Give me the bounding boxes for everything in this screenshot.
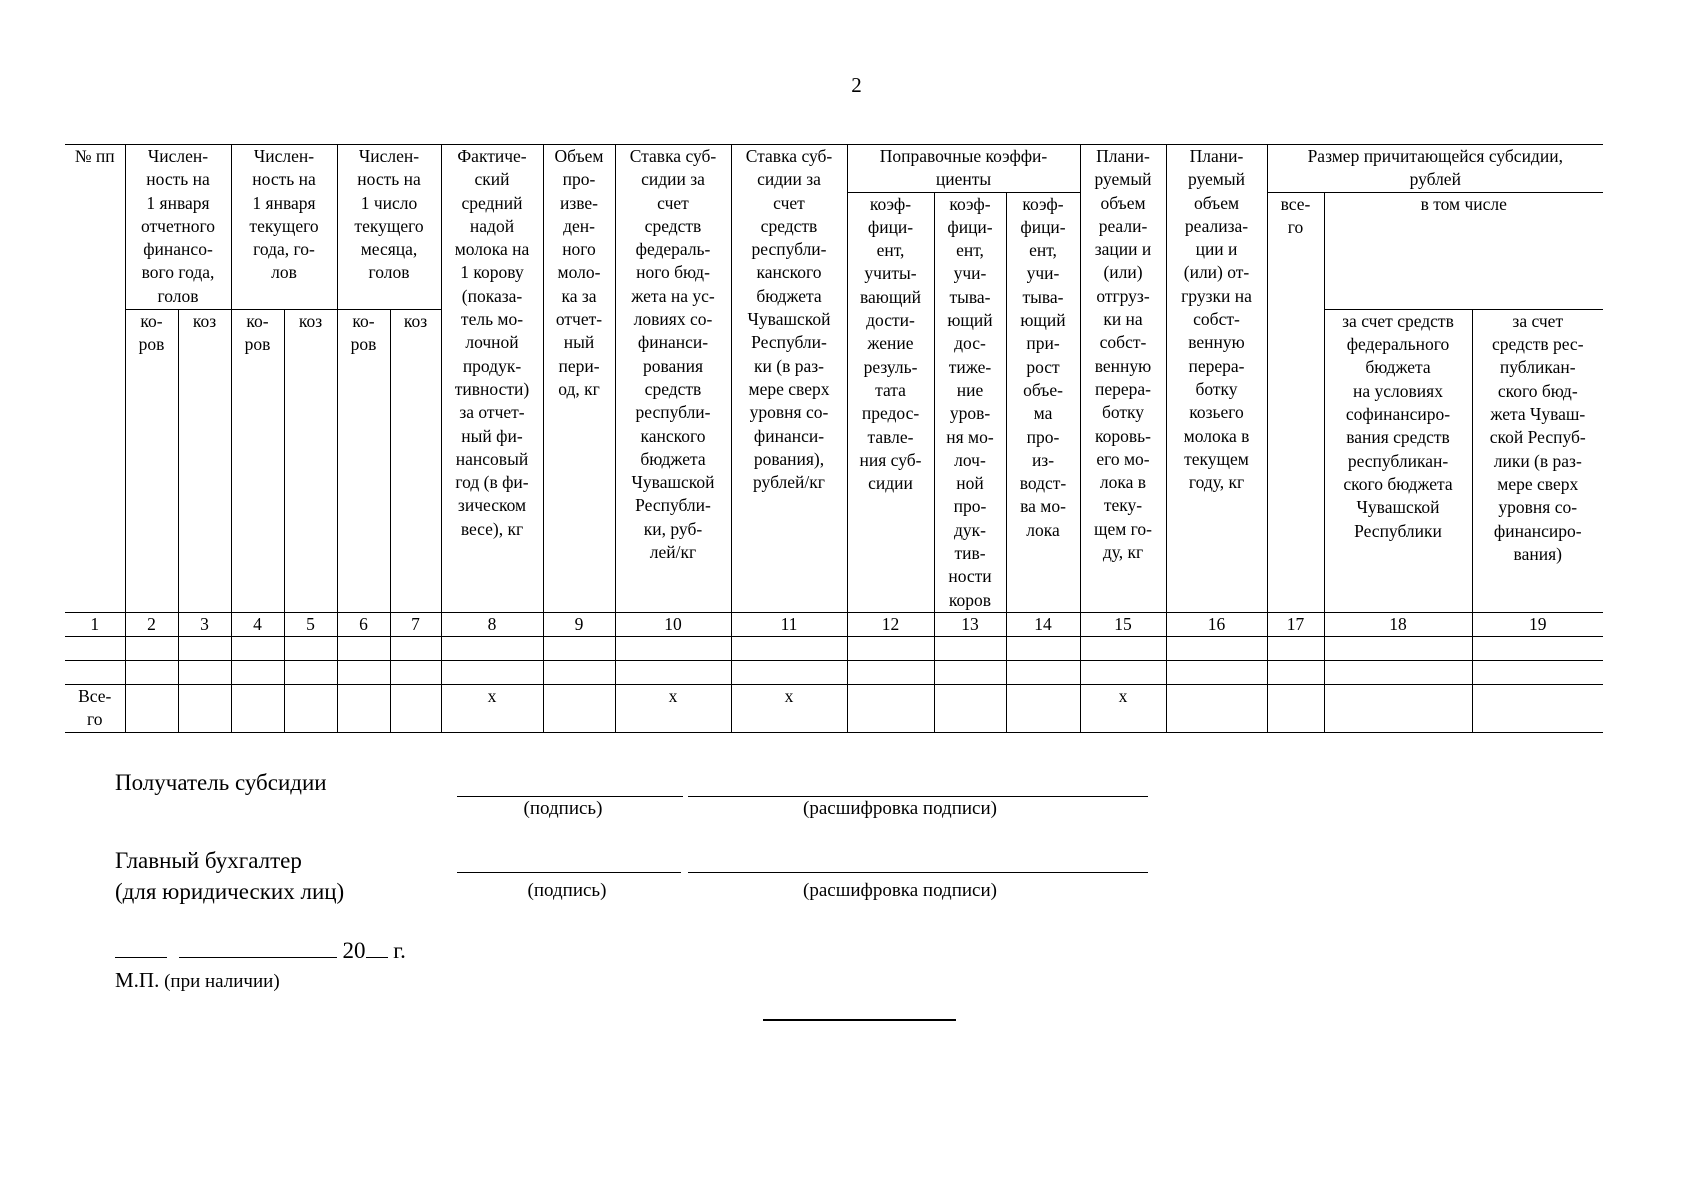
accountant-decoding-caption: (расшифровка подписи) bbox=[803, 880, 997, 901]
col-number: 14 bbox=[1006, 612, 1080, 636]
date-line bbox=[115, 935, 406, 964]
blank-row-1 bbox=[65, 636, 1603, 660]
col-number: 8 bbox=[441, 612, 543, 636]
header-planned-goat: Плани- руемый объем реализа- ции и (или) от- грузки на собст- венную перера- ботку козьего молока в текущем году, кг bbox=[1166, 145, 1267, 613]
day-blank bbox=[115, 935, 167, 958]
header-coef-result: коэф- фици- ент, учиты- вающий дости- жение резуль- тата предос- тавле- ния суб- сидии bbox=[847, 192, 934, 612]
year-prefix: 20 bbox=[342, 938, 366, 963]
header-goats-7: коз bbox=[390, 309, 441, 612]
header-actual-yield: Фактиче- ский средний надой молока на 1 корову (показа- тель мо- лочной продук- тивности) за отчет- ный фи- нансовый год (в фи- зическом весе), кг bbox=[441, 145, 543, 613]
header-subsidy-total: все- го bbox=[1267, 192, 1324, 612]
col-number: 5 bbox=[284, 612, 337, 636]
accountant-signature-line bbox=[457, 872, 681, 873]
col-number: 10 bbox=[615, 612, 731, 636]
total-row bbox=[65, 684, 1603, 732]
col-number: 7 bbox=[390, 612, 441, 636]
col-number: 13 bbox=[934, 612, 1006, 636]
recipient-decoding-line bbox=[688, 796, 1148, 797]
total-cell-8: х bbox=[441, 684, 543, 732]
year-suffix: г. bbox=[393, 938, 406, 963]
header-planned-cow: Плани- руемый объем реали- зации и (или) отгруз- ки на собст- венную перера- ботку коровь- его мо- лока в теку- щем го- ду, кг bbox=[1080, 145, 1166, 613]
col-number: 1 bbox=[65, 612, 125, 636]
total-label: Все- го bbox=[65, 684, 125, 732]
stamp-place bbox=[115, 968, 280, 993]
stamp-note: (при наличии) bbox=[164, 971, 280, 992]
header-from-federal: за счет средств федерального бюджета на условиях софинансиро- вания средств республикан- ского бюджета Чувашской Республики bbox=[1324, 309, 1472, 612]
recipient-signature-caption: (подпись) bbox=[523, 798, 603, 819]
col-number: 18 bbox=[1324, 612, 1472, 636]
column-numbers-row bbox=[65, 612, 1603, 636]
col-number: 16 bbox=[1166, 612, 1267, 636]
col-number: 19 bbox=[1472, 612, 1603, 636]
recipient-label: Получатель субсидии bbox=[115, 770, 327, 795]
col-number: 2 bbox=[125, 612, 178, 636]
month-blank bbox=[179, 935, 337, 958]
col-number: 9 bbox=[543, 612, 615, 636]
col-number: 3 bbox=[178, 612, 231, 636]
total-cell-10: х bbox=[615, 684, 731, 732]
header-count-jan-cur: Числен- ность на 1 января текущего года, го- лов bbox=[231, 145, 337, 310]
header-coefficients: Поправочные коэффи- циенты bbox=[847, 145, 1080, 193]
header-subsidy-size: Размер причитающейся субсидии, рублей bbox=[1267, 145, 1603, 193]
total-cell-15: х bbox=[1080, 684, 1166, 732]
end-rule bbox=[763, 1019, 956, 1021]
header-rate-federal: Ставка суб- сидии за счет средств федераль- ного бюд- жета на ус- ловиях со- финанси- рования средств республи- канского бюджета Чувашской Республи- ки, руб- лей/кг bbox=[615, 145, 731, 613]
accountant-signature-caption: (подпись) bbox=[527, 880, 607, 901]
col-number: 15 bbox=[1080, 612, 1166, 636]
accountant-decoding-line bbox=[688, 872, 1148, 873]
page-number: 2 bbox=[851, 73, 862, 97]
accountant-label: Главный бухгалтер (для юридических лиц) bbox=[115, 848, 345, 904]
blank-row-2 bbox=[65, 660, 1603, 684]
header-cows-4: ко- ров bbox=[231, 309, 284, 612]
recipient-signature-line bbox=[457, 796, 683, 797]
header-from-republic: за счет средств рес- публикан- ского бюд- жета Чуваш- ской Респуб- лики (в раз- мере сверх уровня со- финансиро- вания) bbox=[1472, 309, 1603, 612]
col-number: 6 bbox=[337, 612, 390, 636]
header-no: № пп bbox=[65, 145, 125, 613]
header-goats-3: коз bbox=[178, 309, 231, 612]
col-number: 17 bbox=[1267, 612, 1324, 636]
recipient-decoding-caption: (расшифровка подписи) bbox=[803, 798, 997, 819]
col-number: 12 bbox=[847, 612, 934, 636]
header-coef-productivity: коэф- фици- ент, учи- тыва- ющий дос- тиже- ние уров- ня мо- лоч- ной про- дук- тив- ности коров bbox=[934, 192, 1006, 612]
col-number: 11 bbox=[731, 612, 847, 636]
header-coef-growth: коэф- фици- ент, учи- тыва- ющий при- рост объе- ма про- из- водст- ва мо- лока bbox=[1006, 192, 1080, 612]
stamp-mp: М.П. bbox=[115, 968, 160, 992]
subsidy-table bbox=[65, 144, 1603, 733]
header-cows-6: ко- ров bbox=[337, 309, 390, 612]
header-volume: Объем про- изве- ден- ного моло- ка за отчет- ный пери- од, кг bbox=[543, 145, 615, 613]
col-number: 4 bbox=[231, 612, 284, 636]
header-count-jan-prev: Числен- ность на 1 января отчетного финансо- вого года, голов bbox=[125, 145, 231, 310]
header-cows-2: ко- ров bbox=[125, 309, 178, 612]
header-rate-republic: Ставка суб- сидии за счет средств республи- канского бюджета Чувашской Республи- ки (в раз- мере сверх уровня со- финанси- рования), рублей/кг bbox=[731, 145, 847, 613]
header-including: в том числе bbox=[1324, 192, 1603, 309]
total-cell-11: х bbox=[731, 684, 847, 732]
header-count-first-day: Числен- ность на 1 число текущего месяца, голов bbox=[337, 145, 441, 310]
header-goats-5: коз bbox=[284, 309, 337, 612]
year-blank bbox=[366, 935, 388, 958]
